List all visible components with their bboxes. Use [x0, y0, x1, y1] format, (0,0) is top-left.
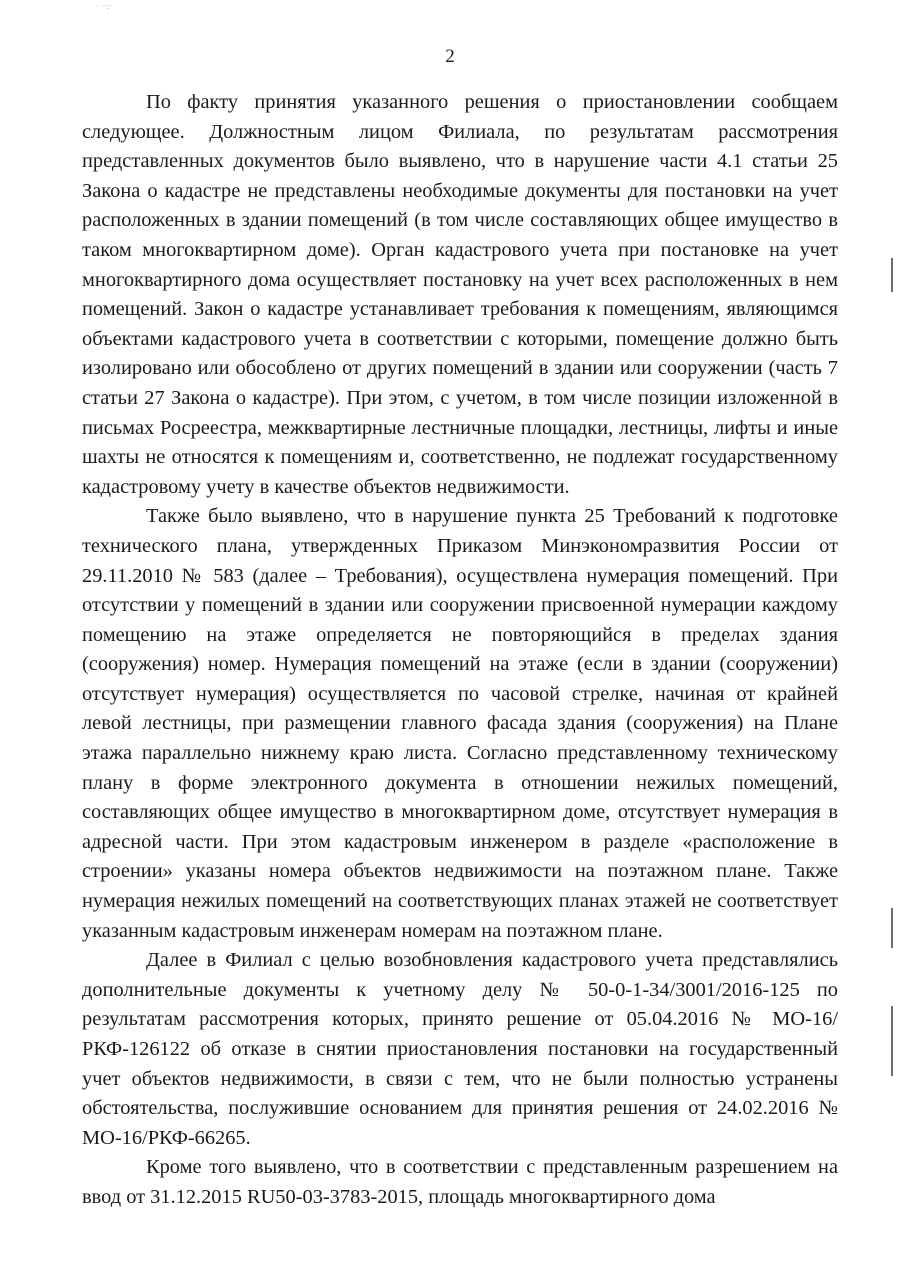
- scan-edge-mark: [891, 1006, 893, 1076]
- scan-edge-mark: [891, 258, 893, 292]
- scan-edge-mark: [891, 908, 893, 948]
- paragraph-3: Далее в Филиал с целью возобновления кадастрового учета представлялись дополнительные документы к учетному делу № 50-0-1-34/3001/2016-125 по результатам рассмотрения которых, принято решение от 05.04.2016 № МО-16/РКФ-126122 об отказе в снятии приостановления постановки на государственный учет объектов недвижимости, в связи с тем, что не были полностью устранены обстоятельства, послужившие основанием для принятия решения от 24.02.2016 № МО-16/РКФ-66265.: [82, 949, 838, 1149]
- page-number: 2: [445, 46, 455, 67]
- paragraph-2: Также было выявлено, что в нарушение пункта 25 Требований к подготовке технического плана, утвержденных Приказом Минэкономразвития России от 29.11.2010 № 583 (далее – Требования), осуществлена нумерация помещений. При отсутствии у помещений в здании или сооружении присвоенной нумерации каждому помещению на этаже определяется не повторяющийся в пределах здания (сооружения) номер. Нумерация помещений на этаже (если в здании (сооружении) отсутствует нумерация) осуществляется по часовой стрелке, начиная от крайней левой лестницы, при размещении главного фасада здания (сооружения) на Плане этажа параллельно нижнему краю листа. Согласно представленному техническому плану в форме электронного документа в отношении нежилых помещений, составляющих общее имущество в многоквартирном доме, отсутствует нумерация в адресной части. При этом кадастровым инженером в разделе «расположение в строении» указаны номера объектов недвижимости на поэтажном плане. Также нумерация нежилых помещений на соответствующих планах этажей не соответствует указанным кадастровым инженерам номерам на поэтажном плане.: [82, 505, 838, 942]
- paragraph-4: Кроме того выявлено, что в соответствии с представленным разрешением на ввод от 31.12.2015 RU50-03-3783-2015, площадь многоквартирного дома: [82, 1156, 838, 1208]
- document-body: [82, 88, 838, 1213]
- scan-speck: · ·:·: [96, 2, 114, 11]
- paragraph-1: По факту принятия указанного решения о приостановлении сообщаем следующее. Должностным лицом Филиала, по результатам рассмотрения представленных документов было выявлено, что в нарушение части 4.1 статьи 25 Закона о кадастре не представлены необходимые документы для постановки на учет расположенных в здании помещений (в том числе составляющих общее имущество в таком многоквартирном доме). Орган кадастрового учета при постановке на учет многоквартирного дома осуществляет постановку на учет всех расположенных в нем помещений. Закон о кадастре устанавливает требования к помещениям, являющимся объектами кадастрового учета в соответствии с которыми, помещение должно быть изолировано или обособлено от других помещений в здании или сооружении (часть 7 статьи 27 Закона о кадастре). При этом, с учетом, в том числе позиции изложенной в письмах Росреестра, межквартирные лестничные площадки, лестницы, лифты и иные шахты не относятся к помещениям и, соответственно, не подлежат государственному кадастровому учету в качестве объектов недвижимости.: [82, 91, 838, 498]
